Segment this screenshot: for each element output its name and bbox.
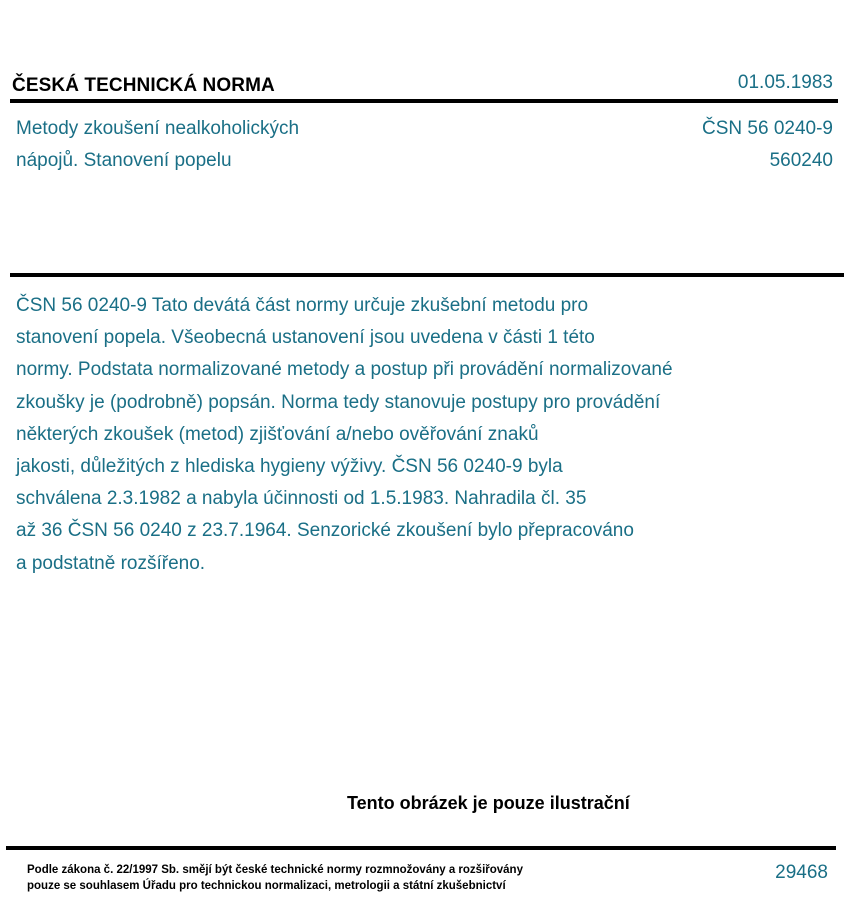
body-line: ČSN 56 0240-9 Tato devátá část normy určuje zkušební metodu pro (16, 295, 589, 316)
body-line: jakosti, důležitých z hlediska hygieny výživy. ČSN 56 0240-9 byla (16, 456, 563, 478)
section-divider (10, 273, 844, 277)
footer-legal-notice (27, 862, 523, 894)
illustration-note: Tento obrázek je pouze ilustrační (347, 793, 630, 813)
header-title: ČESKÁ TECHNICKÁ NORMA (12, 75, 275, 96)
body-line: schválena 2.3.1982 a nabyla účinnosti od 1.5.1983. Nahradila čl. 35 (16, 488, 587, 510)
footer-legal-line: Podle zákona č. 22/1997 Sb. smějí být české technické normy rozmnožovány a rozšiřovány (27, 864, 523, 876)
document-title-line-2: nápojů. Stanovení popelu (16, 150, 232, 171)
body-line: některých zkoušek (metod) zjišťování a/nebo ověřování znaků (16, 423, 539, 445)
body-line: stanovení popela. Všeobecná ustanovení jsou uvedena v části 1 této (16, 327, 595, 349)
body-line: normy. Podstata normalizované metody a postup při provádění normalizované (16, 359, 673, 381)
body-line: zkoušky je (podrobně) popsán. Norma tedy stanovuje postupy pro provádění (16, 391, 661, 413)
standard-code: ČSN 56 0240-9 (702, 118, 833, 139)
body-paragraph (16, 290, 796, 580)
document-title-line-1: Metody zkoušení nealkoholických (16, 118, 300, 139)
body-line: až 36 ČSN 56 0240 z 23.7.1964. Senzorické zkoušení bylo přepracováno (16, 520, 634, 542)
header-divider (10, 99, 838, 103)
footer-legal-line: pouze se souhlasem Úřadu pro technickou normalizaci, metrologii a státní zkušebnictví (27, 880, 506, 892)
footer-document-number: 29468 (775, 862, 828, 883)
body-line: a podstatně rozšířeno. (16, 552, 206, 574)
classification-number: 560240 (769, 150, 833, 171)
publication-date: 01.05.1983 (737, 72, 833, 93)
footer-divider (6, 846, 836, 850)
